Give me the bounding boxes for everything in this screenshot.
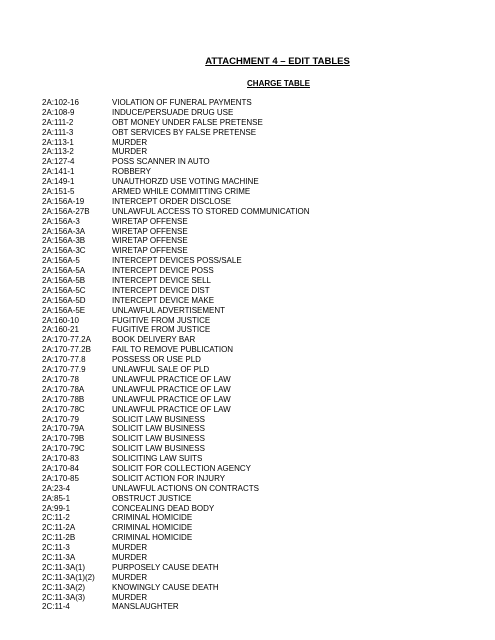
table-row [42,375,482,385]
charge-code: 2A:108-9 [42,107,75,117]
charge-description: SOLICITING LAW SUITS [112,454,203,464]
charge-code: 2C:11-3A(1) [42,562,85,572]
table-row [42,306,482,316]
charge-code: 2A:156A-3B [42,236,86,246]
table-row [42,236,482,246]
table-row [42,434,482,444]
charge-code: 2A:156A-5A [42,266,86,276]
charge-description: WIRETAP OFFENSE [112,236,188,246]
table-row [42,147,482,157]
table-row [42,296,482,306]
charge-code: 2A:170-85 [42,473,79,483]
charge-description: VIOLATION OF FUNERAL PAYMENTS [112,98,252,107]
charge-description: OBT MONEY UNDER FALSE PRETENSE [112,117,263,127]
table-row [42,395,482,405]
charge-description: KNOWINGLY CAUSE DEATH [112,582,219,592]
charge-code: 2A:156A-3A [42,226,86,236]
charge-description: POSSESS OR USE PLD [112,355,201,365]
charge-description: UNAUTHORZD USE VOTING MACHINE [112,177,259,187]
table-row [42,415,482,425]
table-row [42,385,482,395]
table-row [42,207,482,217]
charge-description: FUGITIVE FROM JUSTICE [112,315,211,325]
charge-code: 2A:170-83 [42,454,79,464]
table-row [42,118,482,128]
charge-description: OBSTRUCT JUSTICE [112,493,192,503]
charge-code: 2A:170-78C [42,404,85,414]
charge-code: 2A:160-21 [42,325,79,335]
table-row [42,553,482,563]
charge-description: WIRETAP OFFENSE [112,216,188,226]
table-row [42,573,482,583]
table-row [42,177,482,187]
charge-code: 2C:11-3A(3) [42,592,85,602]
charge-code: 2A:156A-27B [42,206,90,216]
charge-description: SOLICIT FOR COLLECTION AGENCY [112,463,251,473]
charge-code: 2A:99-1 [42,503,71,513]
table-row [42,563,482,573]
table-row [42,454,482,464]
page-title: ATTACHMENT 4 – EDIT TABLES [205,56,350,67]
charge-description: WIRETAP OFFENSE [112,246,188,256]
charge-description: ARMED WHILE COMMITTING CRIME [112,187,251,197]
charge-description: UNLAWFUL ACTIONS ON CONTRACTS [112,483,259,493]
table-row [42,484,482,494]
table-row [42,405,482,415]
charge-code: 2A:85-1 [42,493,71,503]
charge-description: MURDER [112,592,148,602]
charge-code: 2A:156A-3C [42,246,86,256]
charge-description: INTERCEPT ORDER DISCLOSE [112,196,231,206]
charge-description: INTERCEPT DEVICES POSS/SALE [112,256,242,266]
charge-code: 2A:156A-5B [42,276,86,286]
charge-description: INTERCEPT DEVICE MAKE [112,295,215,305]
table-row [42,217,482,227]
charge-description: PURPOSELY CAUSE DEATH [112,562,219,572]
charge-code: 2A:170-77.2A [42,335,91,345]
table-row [42,444,482,454]
charge-description: OBT SERVICES BY FALSE PRETENSE [112,127,257,137]
charge-code: 2A:170-79A [42,424,85,434]
charge-description: UNLAWFUL PRACTICE OF LAW [112,394,231,404]
charge-code: 2A:170-78B [42,394,85,404]
charge-code: 2C:11-4 [42,602,70,612]
table-row [42,108,482,118]
table-row [42,533,482,543]
charge-code: 2A:156A-5D [42,295,86,305]
charge-description: FAIL TO REMOVE PUBLICATION [112,345,234,355]
table-row [42,286,482,296]
table-row [42,593,482,603]
charge-description: INDUCE/PERSUADE DRUG USE [112,107,234,117]
charge-code: 2A:156A-19 [42,196,85,206]
charge-code: 2A:170-78 [42,374,79,384]
charge-code: 2A:111-2 [42,117,74,127]
charge-code: 2C:11-3A(1)(2) [42,572,95,582]
charge-code: 2A:160-10 [42,315,79,325]
table-row [42,355,482,365]
charge-table [42,98,482,612]
table-row [42,157,482,167]
charge-code: 2A:102-16 [42,98,79,107]
charge-description: MURDER [112,137,148,147]
charge-code: 2A:151-5 [42,187,75,197]
table-row [42,266,482,276]
charge-description: ROBBERY [112,167,151,177]
table-row [42,523,482,533]
charge-description: SOLICIT LAW BUSINESS [112,434,205,444]
charge-description: UNLAWFUL PRACTICE OF LAW [112,374,231,384]
table-row [42,583,482,593]
charge-code: 2A:149-1 [42,177,75,187]
charge-code: 2A:170-77.9 [42,365,86,375]
charge-description: WIRETAP OFFENSE [112,226,188,236]
table-row [42,602,482,612]
table-title: CHARGE TABLE [247,79,310,88]
table-row [42,543,482,553]
charge-description: MURDER [112,572,148,582]
charge-description: CRIMINAL HOMICIDE [112,533,193,543]
charge-description: SOLICIT LAW BUSINESS [112,424,205,434]
table-row [42,513,482,523]
charge-description: INTERCEPT DEVICE SELL [112,276,211,286]
table-row [42,98,482,108]
table-row [42,128,482,138]
table-row [42,167,482,177]
charge-description: SOLICIT LAW BUSINESS [112,444,205,454]
table-row [42,138,482,148]
table-row [42,474,482,484]
charge-description: INTERCEPT DEVICE DIST [112,285,210,295]
charge-code: 2C:11-2A [42,523,76,533]
charge-description: CRIMINAL HOMICIDE [112,523,193,533]
charge-description: CRIMINAL HOMICIDE [112,513,193,523]
charge-code: 2A:156A-5 [42,256,80,266]
table-row [42,365,482,375]
table-row [42,335,482,345]
table-row [42,187,482,197]
charge-code: 2A:170-79B [42,434,85,444]
charge-description: SOLICIT LAW BUSINESS [112,414,205,424]
charge-description: POSS SCANNER IN AUTO [112,157,210,167]
charge-code: 2A:156A-5E [42,305,86,315]
charge-code: 2A:170-77.8 [42,355,86,365]
charge-description: MURDER [112,543,148,553]
charge-description: UNLAWFUL PRACTICE OF LAW [112,384,231,394]
charge-code: 2C:11-2B [42,533,76,543]
table-row [42,227,482,237]
table-row [42,504,482,514]
charge-description: UNLAWFUL SALE OF PLD [112,365,210,375]
charge-code: 2A:111-3 [42,127,74,137]
table-row [42,325,482,335]
table-row [42,316,482,326]
charge-description: MURDER [112,552,148,562]
charge-description: UNLAWFUL ADVERTISEMENT [112,305,226,315]
charge-code: 2A:127-4 [42,157,75,167]
charge-description: INTERCEPT DEVICE POSS [112,266,214,276]
table-row [42,246,482,256]
charge-code: 2C:11-3 [42,543,70,553]
charge-description: CONCEALING DEAD BODY [112,503,215,513]
charge-code: 2A:170-84 [42,463,79,473]
table-row [42,197,482,207]
charge-code: 2A:156A-3 [42,216,80,226]
charge-description: BOOK DELIVERY BAR [112,335,196,345]
charge-code: 2A:170-77.2B [42,345,91,355]
table-row [42,276,482,286]
charge-code: 2A:156A-5C [42,285,86,295]
charge-code: 2C:11-2 [42,513,70,523]
charge-description: SOLICIT ACTION FOR INJURY [112,473,226,483]
charge-description: FUGITIVE FROM JUSTICE [112,325,211,335]
charge-code: 2A:170-79 [42,414,79,424]
charge-description: MURDER [112,147,148,157]
table-row [42,494,482,504]
charge-code: 2A:170-78A [42,384,85,394]
charge-description: UNLAWFUL PRACTICE OF LAW [112,404,231,414]
table-row [42,424,482,434]
charge-description: UNLAWFUL ACCESS TO STORED COMMUNICATION [112,206,310,216]
charge-code: 2A:113-1 [42,137,74,147]
charge-code: 2A:141-1 [42,167,75,177]
table-row [42,345,482,355]
charge-code: 2A:113-2 [42,147,74,157]
charge-code: 2C:11-3A(2) [42,582,85,592]
charge-code: 2C:11-3A [42,552,76,562]
charge-code: 2A:170-79C [42,444,85,454]
charge-description: MANSLAUGHTER [112,602,179,612]
charge-code: 2A:23-4 [42,483,71,493]
table-row [42,256,482,266]
table-row [42,464,482,474]
